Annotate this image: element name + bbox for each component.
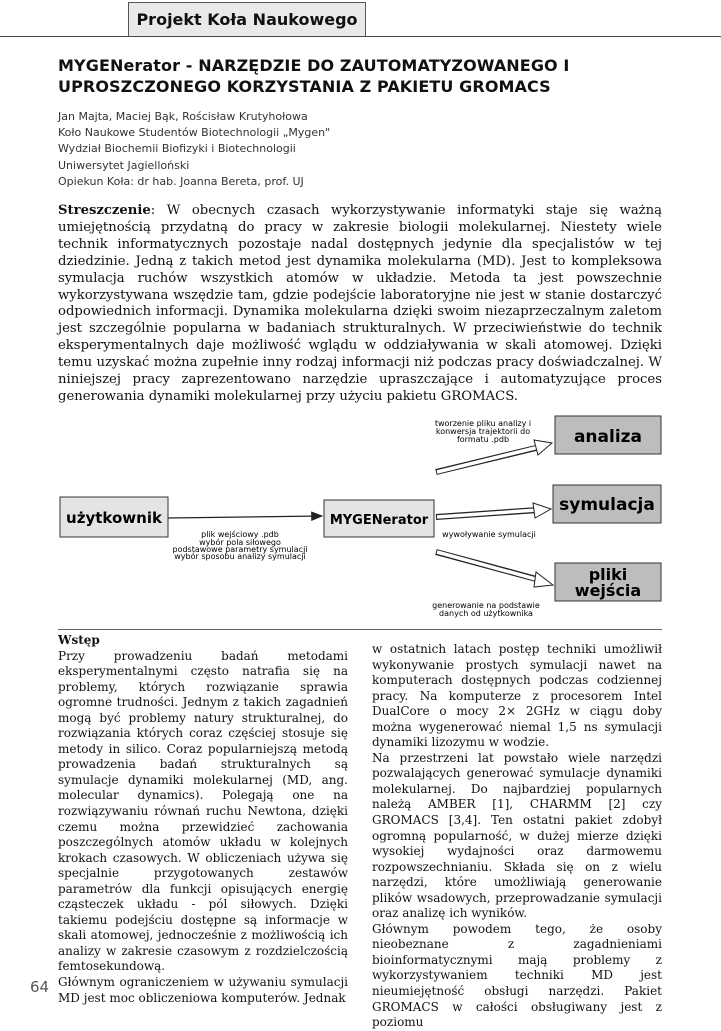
symulacja-label: symulacja [559,495,655,515]
mid-note: wywoływanie symulacji [442,530,536,539]
right-column [372,642,662,1031]
mygenerator-label: MYGENerator [329,513,429,528]
user-note-1: plik wejściowy .pdb [201,530,279,539]
user-note-4: wybór sposobu analizy symulacji [174,552,306,561]
title-line-1: MYGENerator - NARZĘDZIE DO ZAUTOMATYZOWANEGO I [58,56,570,75]
section-divider [58,629,662,630]
arrow-to-analiza [436,440,552,472]
top-note-1: tworzenie pliku analizy i [434,419,532,428]
user-note-3: podstawowe parametry symulacji [172,545,308,554]
abstract-label: Streszczenie [58,203,151,218]
supervisor: Opiekun Koła: dr hab. Joanna Bereta, prof. UJ [58,174,304,188]
abstract-text: : W obecnych czasach wykorzystywanie informatyki staje się ważną umiejętnością przydatną do pracy w zakresie biologii molekularnej. Niestety wiele technik informatycznych pozostaje nadal dostępnych jedynie dla specjalistów w tej dziedzinie. Jedną z takich metod jest dynamika molekularna (MD). Jest to kompleksowa symulacja ruchów wszystkich atomów w układzie. Metoda ta jest powszechnie wykorzystywana wszędzie tam, gdzie podejście laboratoryjne nie jest w stanie dostarczyć odpowiednich informacji. Dynamika molekularna dzięki swoim niezaprzeczalnym zaletom jest szczególnie popularna w badaniach strukturalnych. W przeciwieństwie do technik eksperymentalnych daje możliwość wglądu w oddziaływania w skali atomowej. Dzięki temu uzyskać można zupełnie inny rodzaj informacji niż podczas pracy doświadczalnej. W niniejszej pracy zaprezentowano narzędzie upraszczające i automatyzujące proces generowania dynamiki molekularnej przy użyciu pakietu GROMACS. [58,203,662,404]
arrow-to-symulacja [436,503,551,518]
intro-paragraph: Głównym powodem tego, że osoby nieobeznane z zagadnieniami bioinformatycznymi mają problemy z wykorzystywaniem techniki MD jest nieumiejętność obsługi narzędzi. Pakiet GROMACS w całości obsługiwany jest z poziomu [372,921,662,1030]
arrow-to-pliki [436,552,553,587]
intro-heading: Wstęp [58,633,100,647]
bottom-note-2: danych od użytkownika [439,609,533,618]
top-note-2: konwersja trajektorii do [435,427,531,436]
author-block [58,109,658,190]
title-line-2: UPROSZCZONEGO KORZYSTANIA Z PAKIETU GROMACS [58,77,551,96]
intro-paragraph: Głównym ograniczeniem w używaniu symulacji MD jest moc obliczeniowa komputerów. Jednak [58,975,348,1005]
section-header: Projekt Koła Naukowego [128,2,366,36]
pliki-label-2: wejścia [574,581,642,600]
user-label: użytkownik [66,509,162,527]
intro-paragraph: Na przestrzeni lat powstało wiele narzędzi pozwalających generować symulacje dynamiki molekularnej. Do najbardziej popularnych należą AMBER [1], CHARMM [2] czy GROMACS [3,4]. Ten ostatni pakiet zdobył ogromną popularność, w dużej mierze dzięki wysokiej wydajności oraz darmowemu rozpowszechnianiu. Składa się on z wielu narzędzi, które umożliwiają generowanie plików wsadowych, przeprowadzanie symulacji oraz analizę ich wyników. [372,750,662,921]
left-column [58,633,348,1006]
intro-paragraph: Przy prowadzeniu badań metodami eksperymentalnymi często natrafia się na problemy, których rozwiązanie sprawia ogromne trudności. Jednym z takich zagadnień mogą być problemy natury strukturalnej, do rozwiązania których coraz częściej stosuje się metody in silico. Coraz popularniejszą metodą prowadzenia badań strukturalnych są symulacje dynamiki molekularnej (MD, ang. molecular dynamics). Polegają one na rozwiązywaniu równań ruchu Newtona, dzięki czemu można przewidzieć zachowania poszczególnych atomów układu w kolejnych krokach czasowych. W obliczeniach używa się specjalnie przygotowanych zestawów parametrów dla funkcji opisujących energię cząsteczek układu - pól siłowych. Dzięki takiemu podejściu dostępne są informacje w skali atomowej, jednocześnie z możliwością ich analizy w zakresie czasowym z rozdzielczością femtosekundową. [58,648,348,974]
affiliation-faculty: Wydział Biochemii Biofizyki i Biotechnologii [58,142,296,156]
bottom-note-1: generowanie na podstawie [432,601,540,610]
author-names: Jan Majta, Maciej Bąk, Rościsław Krutyhołowa [58,110,308,123]
page-number: 64 [30,978,50,996]
intro-paragraph: w ostatnich latach postęp techniki umożliwił wykonywanie prostych symulacji nawet na komputerach dostępnych podczas codziennej pracy. Na komputerze z procesorem Intel DualCore o mocy 2× 2GHz w ciągu doby można wygenerować niemal 1,5 ns symulacji dynamiki lizozymu w wodzie. [372,642,662,750]
user-note-2: wybór pola siłowego [199,538,281,547]
affiliation-university: Uniwersytet Jagielloński [58,158,190,172]
header-rule [0,36,721,37]
analiza-label: analiza [573,427,643,447]
user-to-tool-arrow [168,516,322,518]
top-note-3: formatu .pdb [456,435,510,444]
workflow-diagram [0,412,721,622]
pliki-label-1: pliki [588,565,628,584]
affiliation-club: Koło Naukowe Studentów Biotechnologii „Mygen" [58,126,331,140]
article-title [58,55,668,97]
abstract [58,203,662,406]
